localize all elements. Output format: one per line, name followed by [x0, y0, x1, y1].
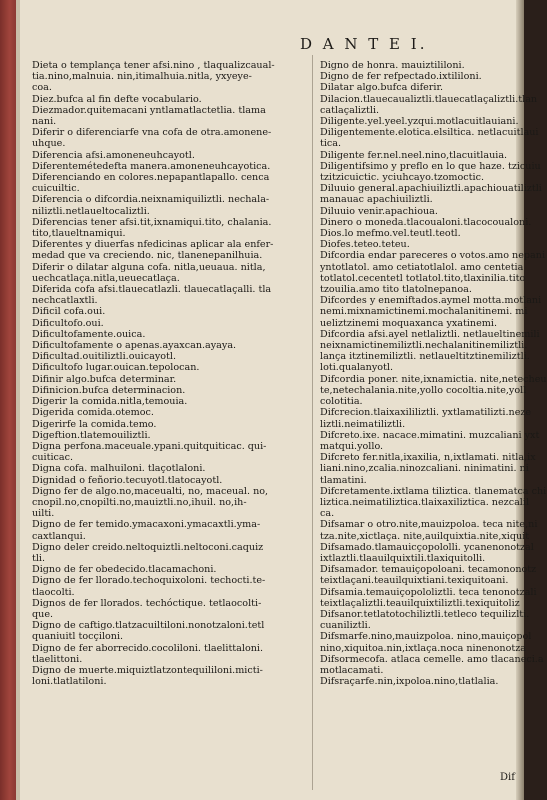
- dictionary-line: tlamatini.: [320, 474, 367, 486]
- dictionary-line: neixnamictinemiliztli.nechalanitinemiliztli.: [320, 340, 528, 352]
- dictionary-line: Difsamia.temauiçopololiztli. teca tenonotzali: [320, 586, 537, 598]
- dictionary-line: liani.nino,zcalia.ninozcaliani. ninimatini. ni: [320, 463, 529, 475]
- dictionary-line: ixtlaztli.tlaauilquixtili.tlaxiquitolli.: [320, 552, 486, 564]
- dictionary-line: Difcordia afsi.ayel netlaliztli. netlaueltinemili: [320, 328, 540, 340]
- dictionary-line: Diferencias tener afsi.tit,ixnamiqui.tito, chalania.: [32, 216, 272, 228]
- dictionary-line: liztica.neimatiliztica.tlaixaxiliztica. nezcalil: [320, 496, 530, 508]
- dictionary-line: Difcreto.ixe. nacace.mimatini. muzcaliani yxt: [320, 429, 540, 441]
- binding: [0, 0, 16, 800]
- dictionary-line: Difcretamente.ixtlama tiliztica. tlanematca chi: [320, 485, 547, 497]
- dictionary-line: tzouilia.amo tito tlatolnepanoa.: [320, 284, 472, 296]
- dictionary-line: tia.nino,malnuia. nin,itimalhuia.nitla, yxyeye-: [32, 71, 252, 83]
- dictionary-line: Dificil cofa.oui.: [32, 306, 106, 318]
- dictionary-line: Digerir la comida.nitla,temouia.: [32, 396, 188, 408]
- dictionary-line: tli.: [32, 552, 46, 564]
- dictionary-line: Dificultad.ouitiliztli.ouicayotl.: [32, 351, 177, 363]
- dictionary-line: Difsamador. temauiçopoloani. tecamononotz: [320, 564, 537, 576]
- dictionary-line: Diez.bufca al fin defte vocabulario.: [32, 93, 202, 105]
- dictionary-line: matqui.yollo.: [320, 440, 384, 452]
- dictionary-line: Digerida comida.otemoc.: [32, 407, 154, 419]
- dictionary-line: tzitzicuictic. yciuhcayo.tzomoctic.: [320, 172, 485, 184]
- running-header: D A N T E I.: [300, 35, 428, 53]
- dictionary-line: Digno de fer aborrecido.cocoliloni. tlaelittaloni.: [32, 642, 264, 654]
- dictionary-line: cuaniliztli.: [320, 620, 371, 632]
- dictionary-line: Dignidad o feñorio.tecuyotl.tlatocayotl.: [32, 474, 223, 486]
- dictionary-line: nino,xiquitoa.nin,ixtlaça.noca ninenonotza: [320, 642, 526, 654]
- dictionary-line: yntotlatol. amo cetiatotlalol. amo centetia: [320, 261, 524, 273]
- dictionary-line: cuicuiltic.: [32, 183, 80, 195]
- dictionary-line: Dinero o moneda.tlacoualoni.tlacocoualoni.: [320, 216, 532, 228]
- dictionary-line: Digno de muerte.miquiztlatzontequililoni.micti-: [32, 664, 263, 676]
- dictionary-line: Diferentemétedefta manera.amoneneuhcayotica.: [32, 160, 271, 172]
- dictionary-line: coa.: [32, 82, 52, 94]
- right-column: [320, 60, 547, 688]
- dictionary-line: Difcrecion.tlaixaxililiztli. yxtlamatilizti.neze: [320, 407, 532, 419]
- dictionary-line: Diferenciando en colores.nepapantlapallo. cenca: [32, 172, 270, 184]
- dictionary-line: uilti.: [32, 508, 55, 520]
- dictionary-line: Dificultofamente o apenas.ayaxcan.ayaya.: [32, 340, 237, 352]
- dictionary-line: Difcordes y enemiftados.aymel motta.motlani: [320, 295, 542, 307]
- dictionary-line: Digno de fer obedecido.tlacamachoni.: [32, 564, 217, 576]
- dictionary-line: Digno deler creido.neltoquiztli.neltoconi.caquiz: [32, 541, 264, 553]
- dictionary-line: Digno de fer llorado.techoquixoloni. techocti.te-: [32, 575, 266, 587]
- dictionary-line: teixtlaçaliztli.teauilquixtiliztli.texiquitoliz: [320, 597, 520, 609]
- dictionary-line: Diligente.yel.yeel.yzqui.motlacuitlauiani.: [320, 116, 519, 128]
- dictionary-line: totlatol.cecentetl totlatol.tito,tlaxinilia.tito: [320, 272, 526, 284]
- dictionary-line: Diferir o diferenciarfe vna cofa de otra.amonene-: [32, 127, 272, 139]
- dictionary-line: caxtlanqui.: [32, 530, 86, 542]
- dictionary-line: ca.: [320, 508, 335, 520]
- dictionary-line: Diluuio venir.apachioua.: [320, 205, 438, 217]
- dictionary-line: tza.nite,xictlaça. nite,auilquixtia.nite,xiquit: [320, 530, 530, 542]
- dictionary-line: Dificultofamente.ouica.: [32, 328, 146, 340]
- dictionary-line: nani.: [32, 116, 57, 128]
- dictionary-line: Difsamar o otro.nite,mauizpoloa. teca nite,ni: [320, 519, 538, 531]
- dictionary-line: que.: [32, 608, 54, 620]
- dictionary-line: Difcordia poner. nite,ixnamictia. nite,netecheu: [320, 373, 547, 385]
- dictionary-line: Dieta o templança tener afsi.nino , tlaqualizcaual-: [32, 60, 275, 71]
- dictionary-line: Digno de fer refpectado.ixtililoni.: [320, 71, 482, 83]
- dictionary-line: Difsmarfe.nino,mauizpoloa. nino,mauiçopol: [320, 631, 532, 643]
- dictionary-line: Digna cofa. malhuiloni. tlaçotlaloni.: [32, 463, 206, 475]
- dictionary-line: lança itztinemiliztli. netlaueltitztinemiliztli.: [320, 351, 530, 363]
- dictionary-line: tica.: [320, 138, 342, 150]
- dictionary-line: Difinir algo.bufca determinar.: [32, 373, 177, 385]
- dictionary-line: Digna perfona.maceuale.ypani.quitquiticac. qui-: [32, 440, 267, 452]
- dictionary-line: medad que va creciendo. nic, tlanenepanilhuia.: [32, 250, 263, 262]
- dictionary-line: tito,tlaueltnamiqui.: [32, 228, 126, 240]
- dictionary-line: Digeftion.tlatemouiliztli.: [32, 429, 151, 441]
- dictionary-line: nechcatlaxtli.: [32, 295, 98, 307]
- dictionary-line: Diferentes y diuerfas nfedicinas aplicar ala enfer-: [32, 239, 274, 251]
- dictionary-line: Difsamado.tlamauicçopololli. ycanenonotzal: [320, 541, 534, 553]
- dictionary-line: catlaçaliztli.: [320, 104, 380, 116]
- dictionary-line: colotitia.: [320, 396, 363, 408]
- dictionary-line: Difcreto fer.nitla,ixaxilia, n,ixtlamati. nitla,ix: [320, 452, 536, 464]
- dictionary-line: Diluuio general.apachiuiliztli.apachiouatiliztli: [320, 183, 542, 195]
- left-column: [32, 60, 310, 687]
- dictionary-line: Dilacion.tlauecaualiztli.tlauecatlaçaliztli.tlan: [320, 93, 538, 105]
- dictionary-line: cnopil.no,cnopilti.no,mauiztli.no,ihuil. no,ih-: [32, 496, 247, 508]
- dictionary-line: Digno de honra. mauiztililoni.: [320, 60, 465, 71]
- dictionary-line: Digno de caftigo.tlatzacuiltiloni.nonotzaloni.tetl: [32, 620, 265, 632]
- dictionary-line: Digno de fer temido.ymacaxoni.ymacaxtli.yma-: [32, 519, 261, 531]
- dictionary-line: Diofes.teteo.teteu.: [320, 239, 410, 251]
- dictionary-line: tlaelittoni.: [32, 653, 83, 665]
- binding-edge: [16, 0, 20, 800]
- catchword: Dif: [500, 772, 515, 783]
- dictionary-line: ueliztzinemi moquaxanca yxatinemi.: [320, 317, 498, 329]
- dictionary-line: motlacamati.: [320, 664, 384, 676]
- dictionary-line: quaniuitl tocçiloni.: [32, 631, 124, 643]
- dictionary-line: Digno fer de algo.no,maceualti, no, maceual. no,: [32, 485, 269, 497]
- dictionary-line: Difsraçarfe.nin,ixpoloa.nino,tlatlalia.: [320, 676, 499, 688]
- dictionary-line: Dignos de fer llorados. techóctique. tetlaocolti-: [32, 597, 262, 609]
- dictionary-line: liztli.neimatiliztli.: [320, 418, 406, 430]
- dictionary-line: tlaocolti.: [32, 586, 75, 598]
- dictionary-line: manauac apachiuiliztli.: [320, 194, 433, 206]
- dictionary-line: niliztli.netlaueltocaliztli.: [32, 205, 150, 217]
- dictionary-line: Difsanor.tetlatotochiliztli.tetleco tequilizlti.: [320, 608, 530, 620]
- dictionary-line: Dificultofo lugar.ouican.tepolocan.: [32, 362, 200, 374]
- dictionary-line: Dilatar algo.bufca diferir.: [320, 82, 444, 94]
- dictionary-line: Difsormecofa. atlaca cemelle. amo tlacaneci.a: [320, 653, 544, 665]
- dictionary-line: nemi.mixnamictinemi.mochalanitinemi. mi: [320, 306, 528, 318]
- dictionary-line: Diferencia o difcordia.neixnamiquiliztli. nechala-: [32, 194, 270, 206]
- dictionary-line: Diligentifsimo y preflo en lo que haze. tzicuiu: [320, 160, 541, 172]
- dictionary-line: Dios.lo mefmo.vel.teutl.teotl.: [320, 228, 461, 240]
- dictionary-line: loti.qualanyotl.: [320, 362, 393, 374]
- dictionary-line: Diferencia afsi.amoneneuhcayotl.: [32, 149, 195, 161]
- dictionary-line: te,netechalania.nite,yollo cocoltia.nite,yoll: [320, 384, 527, 396]
- dictionary-line: Difcordia endar pareceres o votos.amo nepani: [320, 250, 546, 262]
- dictionary-line: Diligente fer.nel.neel.nino,tlacuitlauia.: [320, 149, 508, 161]
- dictionary-line: Diferir o dilatar alguna cofa. nitla,ueuaua. nitla,: [32, 261, 266, 273]
- dictionary-line: Difinicion.bufca determinacion.: [32, 384, 186, 396]
- dictionary-line: uhque.: [32, 138, 66, 150]
- dictionary-line: Diligentemente.elotica.elsiltica. netlacuitlaui: [320, 127, 539, 139]
- dictionary-line: teixtlaçani.teauilquixtiani.texiquitoani.: [320, 575, 509, 587]
- dictionary-line: loni.tlatlatiloni.: [32, 676, 107, 688]
- dictionary-line: Diferida cofa afsi.tlauecatlazli. tlauecatlaçalli. tla: [32, 284, 272, 296]
- dictionary-line: Dificultofo.oui.: [32, 317, 104, 329]
- dictionary-line: uechcatlaça.nitla,ueuecatlaça.: [32, 272, 180, 284]
- dictionary-line: Digerirfe la comida.temo.: [32, 418, 157, 430]
- column-rule: [312, 55, 313, 790]
- dictionary-line: cuiticac.: [32, 452, 74, 464]
- dictionary-line: Diezmador.quitemacani yntlamatlactetlia. tlama: [32, 104, 266, 116]
